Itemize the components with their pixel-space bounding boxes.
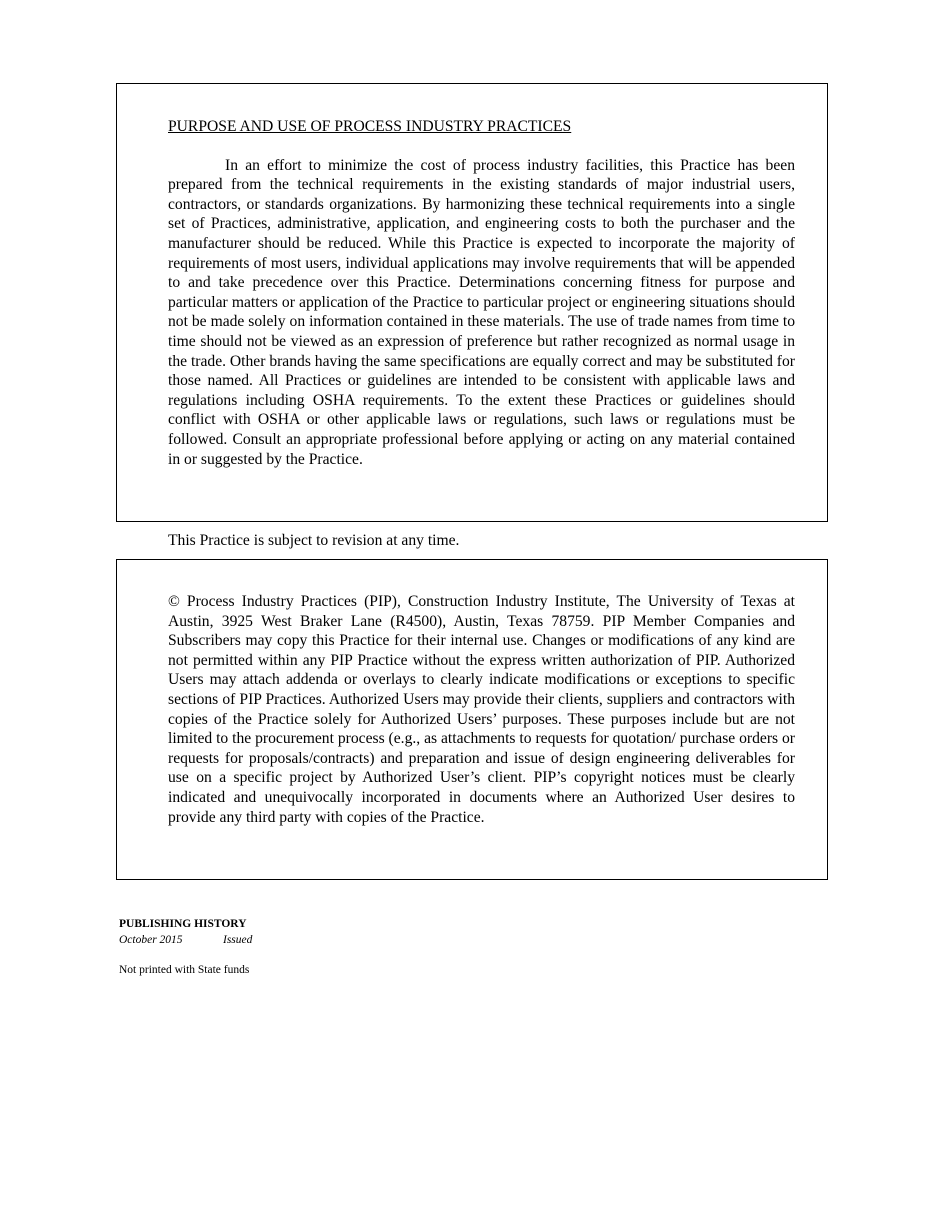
publishing-history-date: October 2015 xyxy=(119,934,183,946)
purpose-content xyxy=(168,117,795,469)
purpose-heading: PURPOSE AND USE OF PROCESS INDUSTRY PRACTICES xyxy=(168,118,572,135)
purpose-paragraph: In an effort to minimize the cost of process industry facilities, this Practice has been prepared from the technical requirements in the existing standards of major industrial users, contractors, or standards organizations. By harmonizing these technical requirements into a single set of Practices, administrative, application, and engineering costs to both the purchaser and the manufacturer should be reduced. While this Practice is expected to incorporate the majority of requirements of most users, individual applications may involve requirements that will be appended to and take precedence over this Practice. Determinations concerning fitness for purpose and particular matters or application of the Practice to particular project or engineering situations should not be made solely on information contained in these materials. The use of trade names from time to time should not be viewed as an expression of preference but rather recognized as normal usage in the trade. Other brands having the same specifications are equally correct and may be substituted for those named. All Practices or guidelines are intended to be consistent with applicable laws and regulations including OSHA requirements. To the extent these Practices or guidelines should conflict with OSHA or other applicable laws or regulations, such laws or regulations must be followed. Consult an appropriate professional before applying or acting on any material contained in or suggested by the Practice. xyxy=(168,156,795,468)
publishing-history-title: PUBLISHING HISTORY xyxy=(119,918,247,930)
revision-note: This Practice is subject to revision at any time. xyxy=(168,532,460,549)
copyright-content xyxy=(168,592,795,827)
publishing-history-entry xyxy=(119,932,252,948)
purpose-box xyxy=(116,83,828,522)
publishing-history-status: Issued xyxy=(223,934,253,946)
publishing-history xyxy=(119,916,252,978)
copyright-paragraph: © Process Industry Practices (PIP), Construction Industry Institute, The University of Texas at Austin, 3925 West Braker Lane (R4500), Austin, Texas 78759. PIP Member Companies and Subscribers may copy this Practice for their internal use. Changes or modifications of any kind are not permitted within any PIP Practice without the express written authorization of PIP. Authorized Users may attach addenda or overlays to clearly indicate modifications or exceptions to specific sections of PIP Practices. Authorized Users may provide their clients, suppliers and contractors with copies of the Practice solely for Authorized Users’ purposes. These purposes include but are not limited to the procurement process (e.g., as attachments to requests for quotation/ purchase orders or requests for proposals/contracts) and preparation and issue of design engineering deliverables for use on a specific project by Authorized User’s client. PIP’s copyright notices must be clearly indicated and unequivocally incorporated in documents where an Authorized User desires to provide any third party with copies of the Practice. xyxy=(168,593,795,826)
state-funds-note: Not printed with State funds xyxy=(119,964,250,976)
copyright-box xyxy=(116,559,828,880)
